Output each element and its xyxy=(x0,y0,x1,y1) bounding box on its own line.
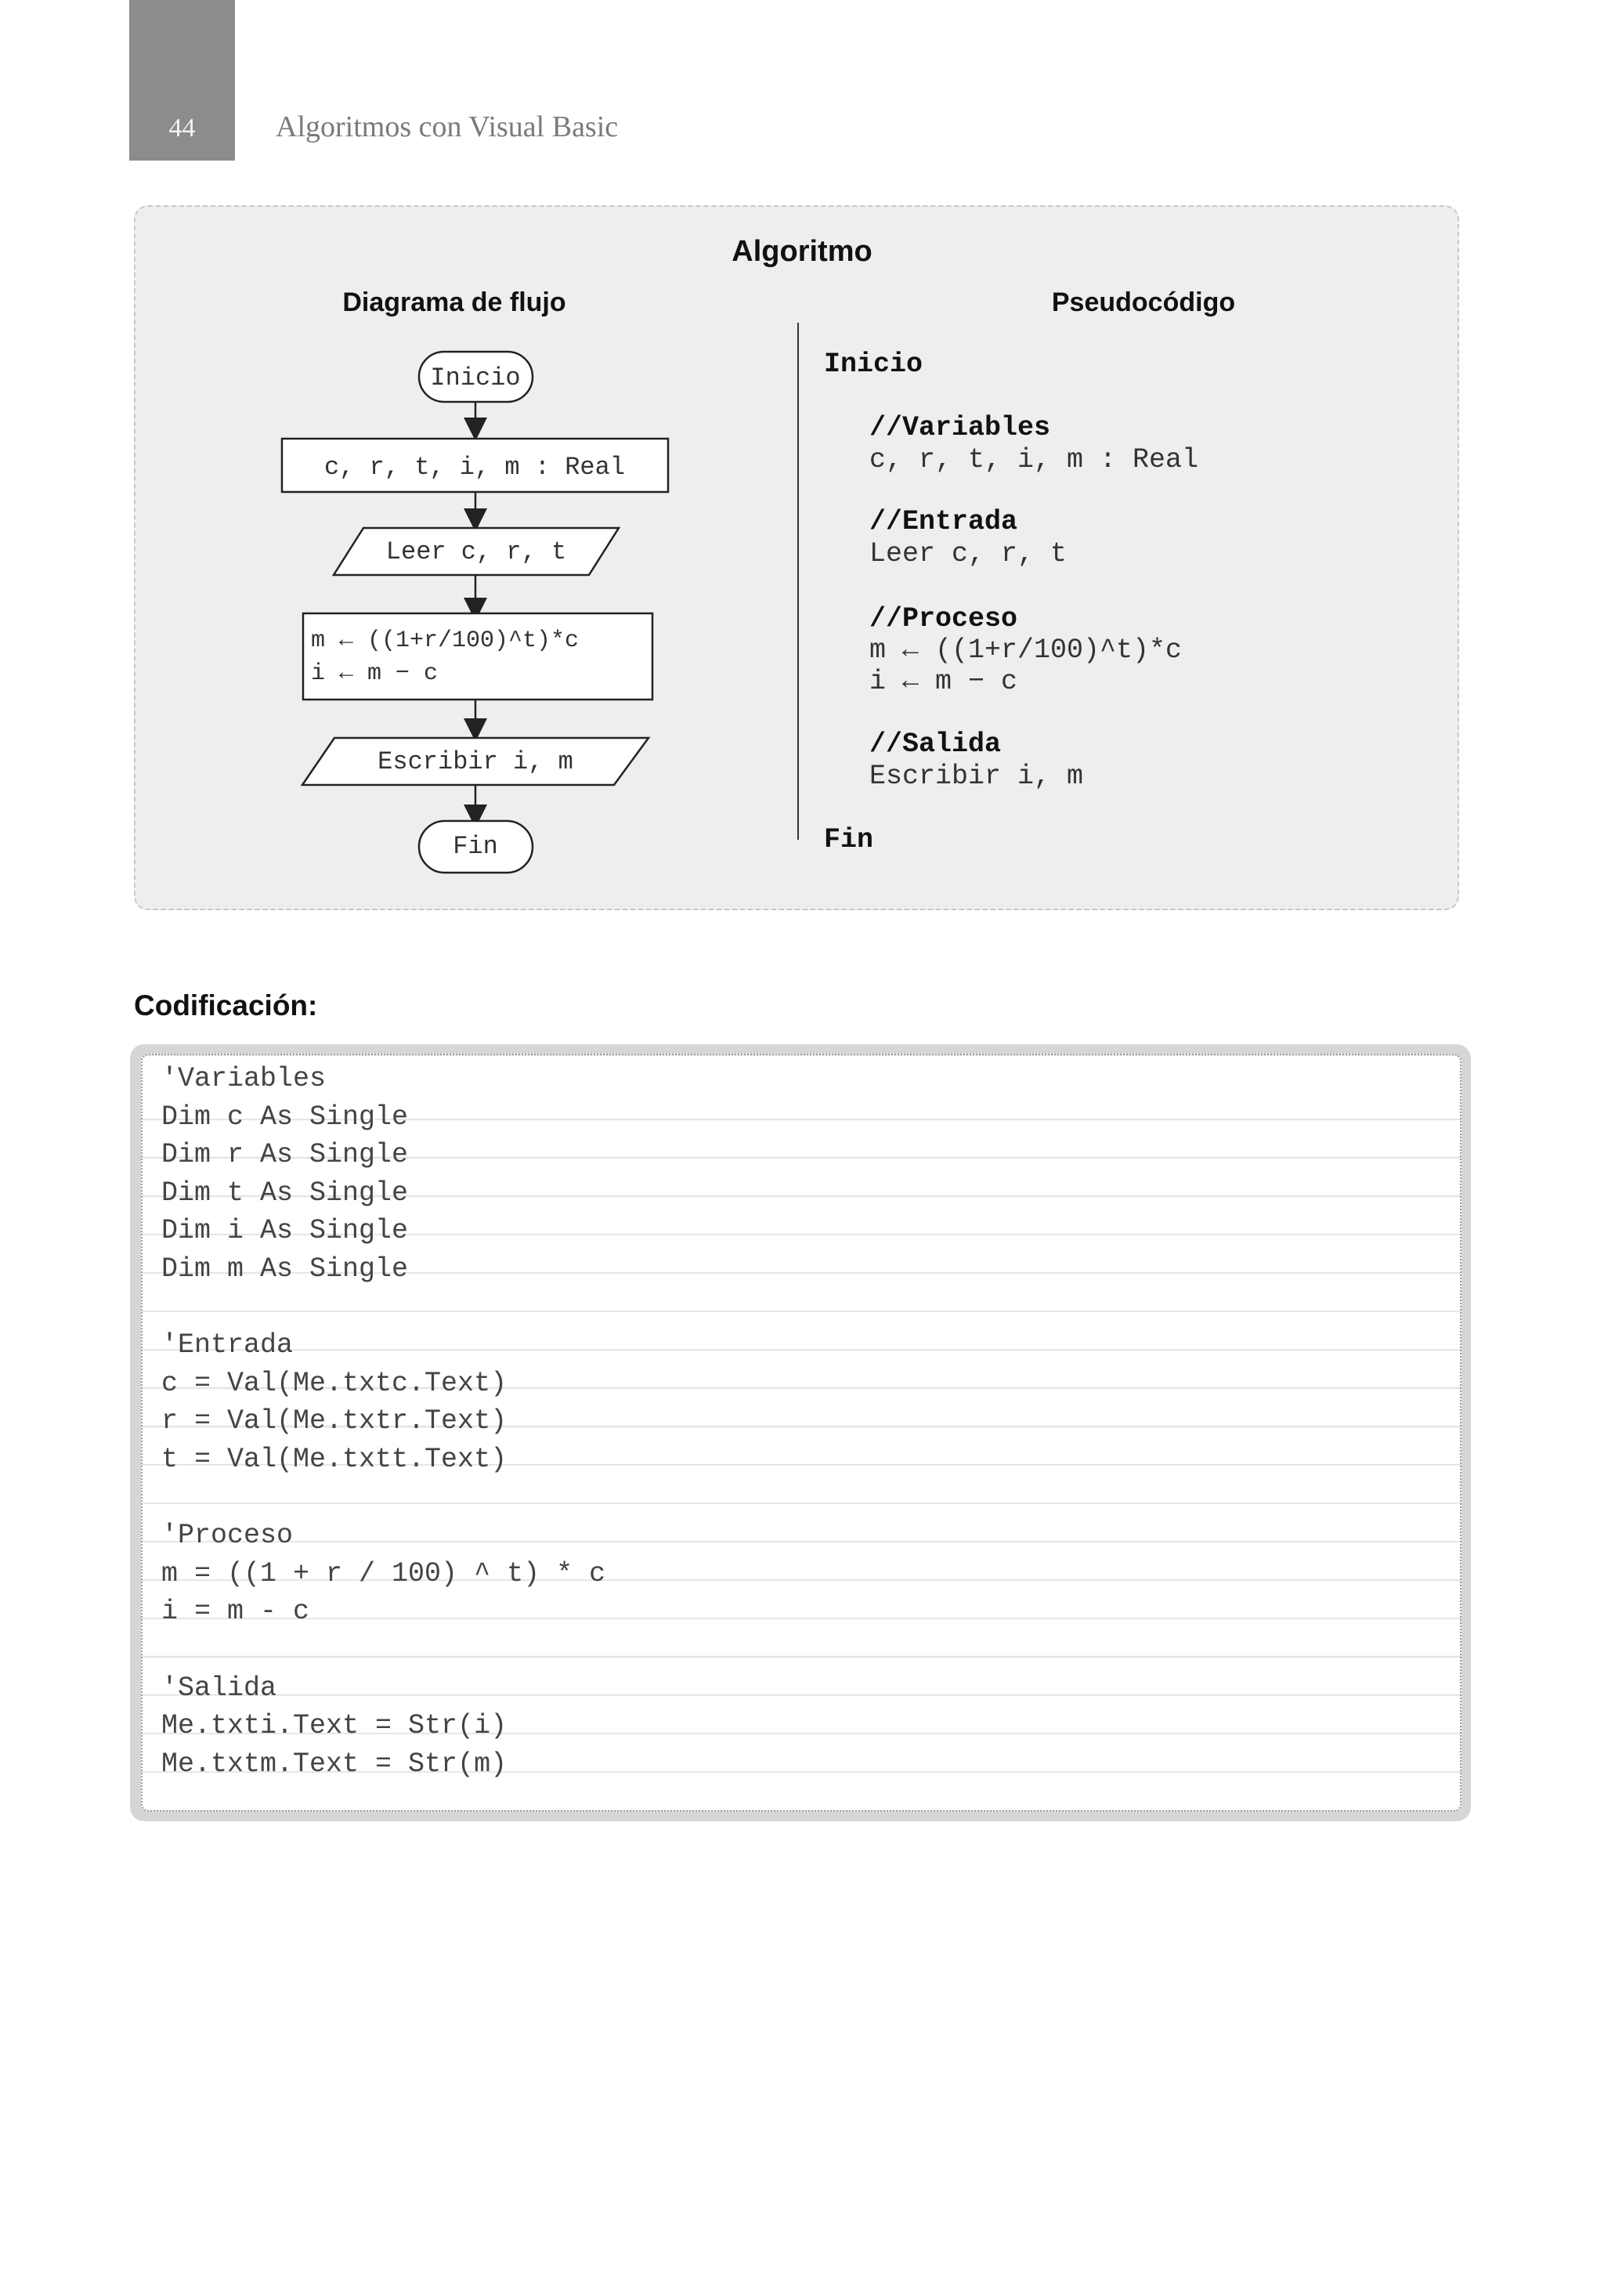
process-label-2: i ← m − c xyxy=(311,660,439,687)
process-label-1: m ← ((1+r/100)^t)*c xyxy=(311,627,580,654)
pseudo-process-line-2: i ← m − c xyxy=(869,666,1018,697)
start-label: Inicio xyxy=(430,363,521,392)
pseudo-variables-line: c, r, t, i, m : Real xyxy=(869,444,1199,475)
pseudo-end: Fin xyxy=(824,824,874,855)
code-line: 'Entrada xyxy=(161,1329,294,1361)
code-line: 'Salida xyxy=(161,1672,277,1704)
code-line: i = m - c xyxy=(161,1596,310,1628)
pseudo-input-comment: //Entrada xyxy=(869,506,1018,537)
page-number: 44 xyxy=(168,114,196,143)
code-line: 'Variables xyxy=(161,1063,327,1094)
pseudo-input-line: Leer c, r, t xyxy=(869,538,1068,569)
code-line: Dim r As Single xyxy=(161,1139,409,1171)
pseudo-process-comment: //Proceso xyxy=(869,603,1018,635)
algorithm-title: Algoritmo xyxy=(732,235,872,268)
code-line: Dim m As Single xyxy=(161,1253,409,1285)
pseudo-start: Inicio xyxy=(824,349,923,380)
code-line: r = Val(Me.txtr.Text) xyxy=(161,1405,508,1437)
coding-heading: Codificación: xyxy=(134,989,318,1021)
output-label: Escribir i, m xyxy=(378,747,573,776)
code-line: m = ((1 + r / 100) ^ t) * c xyxy=(161,1557,606,1589)
flowchart xyxy=(0,0,1604,940)
code-line: Dim c As Single xyxy=(161,1101,409,1133)
code-line: t = Val(Me.txtt.Text) xyxy=(161,1444,508,1475)
running-title: Algoritmos con Visual Basic xyxy=(276,110,619,143)
code-line: 'Proceso xyxy=(161,1520,294,1552)
pseudo-output-comment: //Salida xyxy=(869,729,1002,760)
code-line: Dim i As Single xyxy=(161,1215,409,1247)
code-line: Me.txti.Text = Str(i) xyxy=(161,1710,508,1742)
code-line: Me.txtm.Text = Str(m) xyxy=(161,1748,508,1780)
pseudocode-heading: Pseudocódigo xyxy=(1051,287,1236,317)
end-label: Fin xyxy=(453,832,498,861)
declare-label: c, r, t, i, m : Real xyxy=(323,453,626,482)
pseudo-process-line-1: m ← ((1+r/100)^t)*c xyxy=(869,635,1183,666)
pseudo-variables-comment: //Variables xyxy=(869,412,1051,443)
code-line: c = Val(Me.txtc.Text) xyxy=(161,1367,508,1399)
code-line: Dim t As Single xyxy=(161,1177,409,1209)
input-label: Leer c, r, t xyxy=(385,537,567,566)
pseudo-output-line: Escribir i, m xyxy=(869,761,1084,792)
flowchart-heading: Diagrama de flujo xyxy=(342,287,566,317)
